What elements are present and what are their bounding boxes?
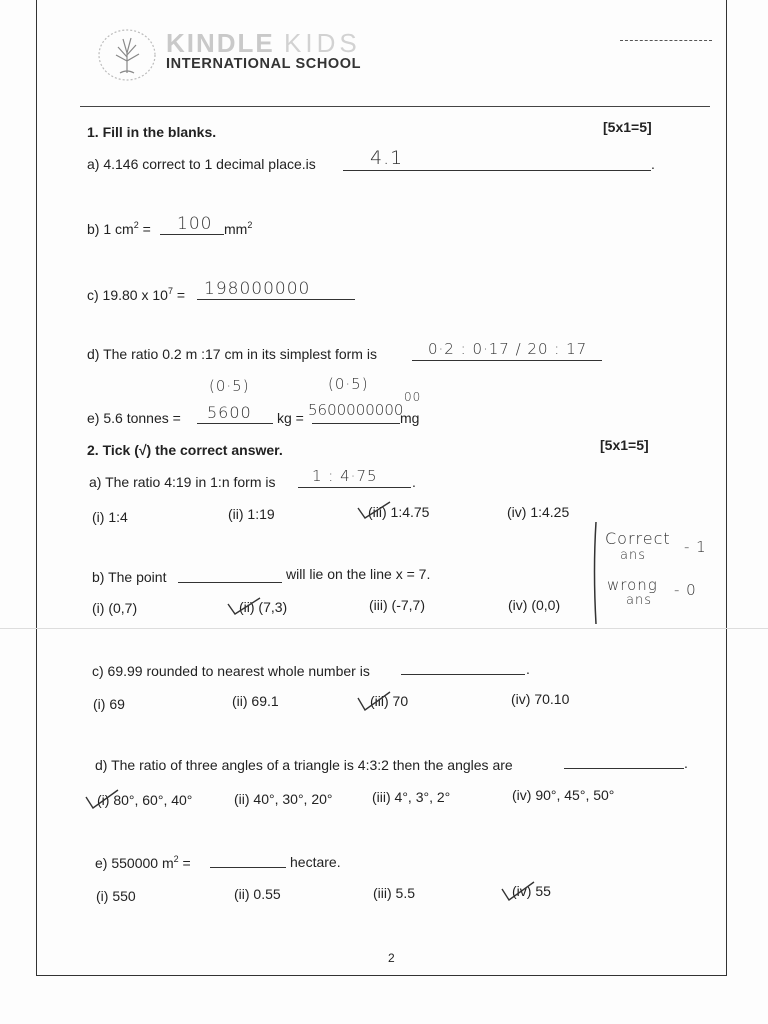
q1a-handwritten-answer: 4.1 (370, 147, 404, 169)
margin-correct-score: - 1 (684, 538, 707, 556)
q2e-after: hectare. (290, 854, 341, 870)
q1e-handwritten-extra: 00 (404, 390, 422, 404)
q2e-blank (210, 867, 286, 868)
q1e-blank-mg (312, 423, 400, 424)
q2a-option-1: (i) 1:4 (92, 509, 128, 525)
q1c-blank (197, 299, 355, 300)
q1c-handwritten-answer: 198000000 (204, 279, 311, 299)
q1e-handwritten-mg: 5600000000 (308, 401, 404, 419)
scan-fold-line (0, 628, 768, 629)
school-brand-name (166, 30, 361, 56)
q2e-option-3: (iii) 5.5 (373, 885, 416, 901)
q1c-text (87, 287, 185, 302)
q2a-text: a) The ratio 4:19 in 1:n form is (89, 474, 276, 490)
section1-marks: [5x1=5] (603, 119, 652, 135)
q1d-blank (412, 360, 602, 361)
q2c-text: c) 69.99 rounded to nearest whole number is (92, 663, 370, 679)
q1e-score2: (0·5) (328, 375, 369, 393)
q1c-eq: = (172, 287, 186, 303)
q2b-before: b) The point (92, 569, 167, 585)
q1e-text: e) 5.6 tonnes = (87, 410, 181, 426)
q1e-handwritten-kg: 5600 (207, 403, 252, 422)
q2e-eq: = (178, 855, 191, 871)
q2d-text: d) The ratio of three angles of a triangle is 4:3:2 then the angles are (95, 757, 513, 773)
header-dashed-line (620, 40, 712, 41)
q2e-text (95, 855, 191, 870)
q2a-period: . (412, 474, 416, 490)
header-rule (80, 106, 710, 107)
q2b-tick-icon (226, 596, 262, 616)
q1a-text: a) 4.146 correct to 1 decimal place.is (87, 156, 316, 172)
q2e-before: e) 550000 m (95, 855, 174, 871)
q1b-unit (224, 221, 252, 236)
q2d-tick-icon (84, 788, 120, 810)
margin-bracket-icon (588, 520, 602, 628)
q2a-handwritten-answer: 1 : 4·75 (312, 467, 378, 485)
q2d-period: . (684, 755, 688, 771)
q2a-option-2: (ii) 1:19 (228, 506, 275, 522)
q1d-text: d) The ratio 0.2 m :17 cm in its simplest form is (87, 346, 377, 362)
section2-title: 2. Tick (√) the correct answer. (87, 442, 283, 458)
margin-wrong-ans: ans (626, 593, 652, 608)
margin-correct-label: Correct (605, 529, 671, 548)
q1b-before: b) 1 cm (87, 221, 134, 237)
q1b-after: mm (224, 221, 248, 237)
q2d-option-1: (i) 80°, 60°, 40° (97, 792, 193, 808)
q2e-tick-icon (500, 880, 536, 902)
q2c-option-1: (i) 69 (93, 696, 125, 712)
q2b-option-3: (iii) (-7,7) (369, 597, 425, 613)
q2c-option-2: (ii) 69.1 (232, 693, 279, 709)
q2d-option-3: (iii) 4°, 3°, 2° (372, 789, 451, 805)
q2e-option-4: (iv) 55 (512, 883, 551, 899)
q1e-mg: mg (400, 410, 420, 426)
q1e-kg: kg = (277, 410, 304, 426)
brand-bold-text: KINDLE (166, 28, 275, 58)
q2c-period: . (526, 661, 530, 677)
q2a-option-4: (iv) 1:4.25 (507, 504, 570, 520)
section1-title: 1. Fill in the blanks. (87, 124, 217, 140)
q2b-option-2: (ii) (7,3) (239, 599, 288, 615)
q2e-sup: 2 (173, 854, 179, 864)
tree-logo-icon (96, 25, 158, 83)
q2e-option-2: (ii) 0.55 (234, 886, 281, 902)
q2c-blank (401, 674, 525, 675)
margin-correct-ans: ans (620, 548, 646, 563)
q2a-option-3: (iii) 1:4.75 (368, 504, 430, 520)
q2b-after: will lie on the line x = 7. (286, 566, 431, 582)
q2d-option-4: (iv) 90°, 45°, 50° (512, 787, 615, 803)
q1e-blank-kg (197, 423, 273, 424)
page-number: 2 (388, 951, 395, 965)
q1b-sup1: 2 (133, 220, 139, 230)
q2b-option-1: (i) (0,7) (92, 600, 138, 616)
q2c-tick-icon (356, 690, 392, 712)
q1b-mid: = (138, 221, 151, 237)
q1a-period: . (651, 156, 655, 172)
q2c-option-4: (iv) 70.10 (511, 691, 570, 707)
q1c-before: c) 19.80 x 10 (87, 287, 168, 303)
margin-wrong-label: wrong (607, 576, 658, 594)
q1d-handwritten-answer: 0·2 : 0·17 / 20 : 17 (428, 340, 588, 358)
brand-thin-text: KIDS (284, 28, 361, 58)
q2a-blank (298, 487, 411, 488)
q1a-blank (343, 170, 651, 171)
q1b-sup2: 2 (247, 220, 253, 230)
q1e-score1: (0·5) (209, 377, 250, 395)
q1b-handwritten-answer: 100 (177, 214, 213, 234)
school-subtitle: INTERNATIONAL SCHOOL (166, 56, 362, 72)
q2d-blank (564, 768, 684, 769)
q2c-option-3: (iii) 70 (370, 693, 409, 709)
q2b-blank (178, 582, 282, 583)
margin-wrong-score: - 0 (674, 581, 697, 599)
q2e-option-1: (i) 550 (96, 888, 136, 904)
q1c-sup: 7 (167, 286, 173, 296)
q2a-tick-icon (356, 500, 392, 520)
q1b-text (87, 221, 151, 236)
q2d-option-2: (ii) 40°, 30°, 20° (234, 791, 333, 807)
q1b-blank (160, 234, 224, 235)
q2b-option-4: (iv) (0,0) (508, 597, 561, 613)
section2-marks: [5x1=5] (600, 437, 649, 453)
